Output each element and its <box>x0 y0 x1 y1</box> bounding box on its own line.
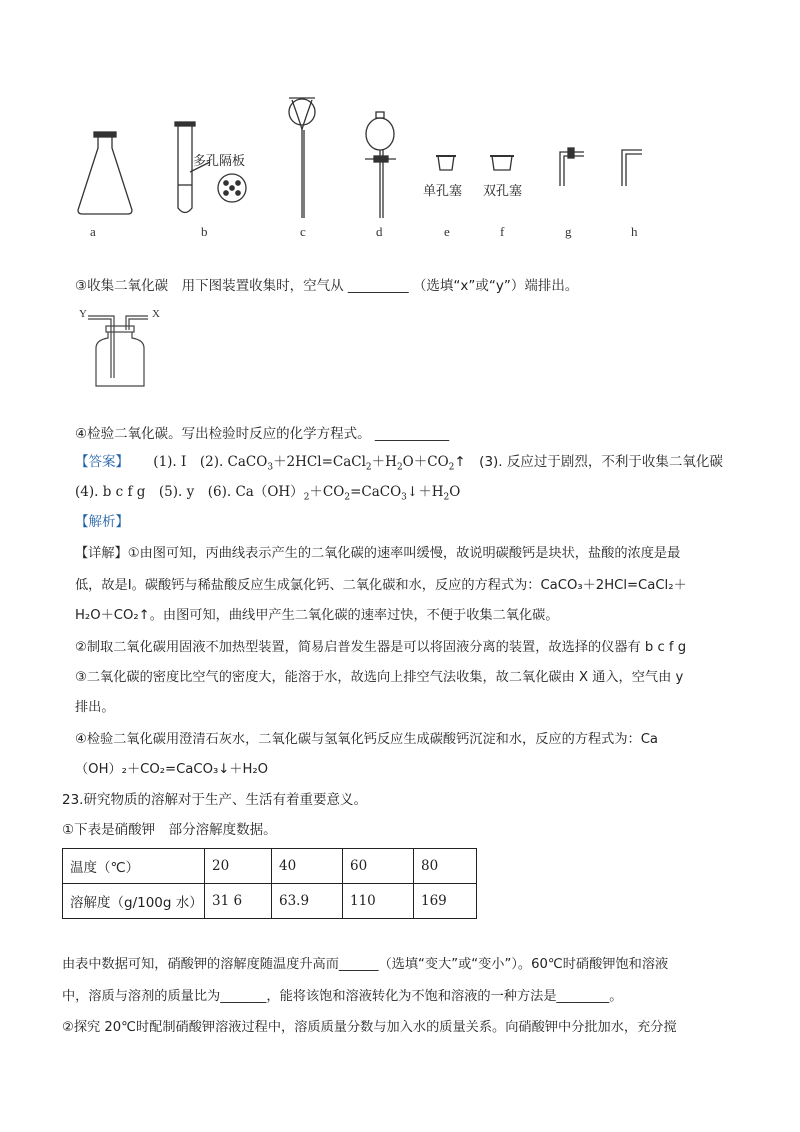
apparatus-label-b: b <box>201 224 208 239</box>
answer-sub-2h: 2 <box>443 492 450 503</box>
question-4-text: ④检验二氧化碳。写出检验时反应的化学方程式。 ___________ <box>75 426 450 442</box>
long-neck-funnel-drawing <box>289 98 315 218</box>
single-hole-stopper-label: 单孔塞 <box>423 184 463 199</box>
answer-line-1 <box>75 452 723 478</box>
analysis-p7: ④检验二氧化碳用澄清石灰水，二氧化碳与氢氧化钙反应生成碳酸钙沉淀和水，反应的方程式为：Ca <box>75 732 658 747</box>
answer-sub-1d: 2 <box>365 462 372 473</box>
table-row <box>63 884 477 919</box>
question-23-text-3: ②探究 20℃时配制硝酸钾溶液过程中，溶质质量分数与加入水的质量关系。向硝酸钾中分批加水，充分搅 <box>62 1020 677 1035</box>
right-angle-tube-drawing <box>622 150 642 186</box>
question-23-title: 23.研究物质的溶解对于生产、生活有着重要意义。 <box>62 792 367 808</box>
table-cell: 63.9 <box>272 884 343 919</box>
table-cell: 110 <box>343 884 414 919</box>
answer-sub-2d: 2 <box>344 492 351 503</box>
apparatus-label-e: e <box>444 224 450 239</box>
table-cell: 40 <box>272 849 343 884</box>
analysis-tag: 【解析】 <box>75 514 129 530</box>
table-cell: 60 <box>343 849 414 884</box>
question-23-text-2: 中，溶质与溶剂的质量比为_______，能将该饱和溶液转化为不饱和溶液的一种方法是________。 <box>62 989 623 1004</box>
solubility-table <box>62 848 477 919</box>
answer-sub-2b: 2 <box>303 492 310 503</box>
apparatus-label-g: g <box>565 224 572 239</box>
bent-glass-tube-drawing <box>560 148 584 186</box>
answer-text-2i: O <box>449 484 461 500</box>
answer-text-1g: O＋CO <box>402 454 449 470</box>
table-cell: 溶解度（g/100g 水） <box>63 884 205 919</box>
table-cell: 169 <box>414 884 477 919</box>
answer-text-1e: ＋H <box>371 454 397 470</box>
answer-text-1i: ↑ (3). 反应过于剧烈，不利于收集二氧化碳 <box>454 454 723 470</box>
question-23-intro: ①下表是硝酸钾 部分溶解度数据。 <box>62 822 277 838</box>
answer-tag: 【答案】 <box>75 454 129 470</box>
answer-text-1c: ＋2HCl=CaCl <box>273 454 366 470</box>
table-row <box>63 849 477 884</box>
apparatus-label-a: a <box>90 224 96 239</box>
answer-sub-2f: 3 <box>401 492 407 503</box>
answer-text-2g: ↓＋H <box>406 484 444 500</box>
analysis-p4: ②制取二氧化碳用固液不加热型装置，简易启普发生器是可以将固液分离的装置，故选择的仪器有 b c f g <box>75 640 687 655</box>
conical-flask-drawing <box>78 132 132 214</box>
gas-collection-bottle-drawing <box>86 308 156 390</box>
answer-text-2e: =CaCO <box>350 484 402 500</box>
table-cell: 20 <box>205 849 272 884</box>
answer-sub-1h: 2 <box>448 462 455 473</box>
perforated-plate-label: 多孔隔板 <box>193 154 246 169</box>
analysis-p6: 排出。 <box>75 700 115 715</box>
apparatus-label-h: h <box>631 224 638 239</box>
double-hole-stopper-label: 双孔塞 <box>483 184 523 199</box>
analysis-p1: 【详解】①由图可知，丙曲线表示产生的二氧化碳的速率叫缓慢，故说明碳酸钙是块状，盐酸的浓度是最 <box>75 546 681 561</box>
analysis-p8: （OH）₂＋CO₂=CaCO₃↓＋H₂O <box>75 762 269 777</box>
apparatus-label-d: d <box>376 224 383 239</box>
table-cell: 温度（℃） <box>63 849 205 884</box>
separatory-funnel-drawing <box>365 112 396 218</box>
question-23-text-1: 由表中数据可知，硝酸钾的溶解度随温度升高而______（选填“变大”或“变小”）。60℃时硝酸钾饱和溶液 <box>62 957 669 972</box>
double-hole-stopper-drawing <box>490 156 514 170</box>
bottle-x-label: X <box>152 308 160 320</box>
answer-line-2 <box>75 482 460 508</box>
analysis-p5: ③二氧化碳的密度比空气的密度大，能溶于水，故选向上排空气法收集，故二氧化碳由 X 通入，空气由 y <box>75 670 684 685</box>
answer-sub-1f: 2 <box>396 462 403 473</box>
apparatus-label-f: f <box>500 224 505 239</box>
question-3-text: ③收集二氧化碳 用下图装置收集时，空气从 _________ （选填“x”或“y”）端排出。 <box>75 278 579 294</box>
table-cell: 80 <box>414 849 477 884</box>
apparatus-label-c: c <box>300 224 306 239</box>
bottle-y-label: Y <box>79 308 87 320</box>
answer-text-2c: ＋CO <box>309 484 345 500</box>
analysis-p3: H₂O＋CO₂↑。由图可知，曲线甲产生二氧化碳的速率过快，不便于收集二氧化碳。 <box>75 608 559 623</box>
table-cell: 31 6 <box>205 884 272 919</box>
apparatus-drawings <box>60 90 700 225</box>
answer-text-1a: (1). Ⅰ (2). CaCO <box>153 454 268 470</box>
answer-text-2a: (4). b c f g (5). y (6). Ca（OH） <box>75 484 304 500</box>
single-hole-stopper-drawing <box>436 156 456 170</box>
answer-sub-1b: 3 <box>267 462 274 473</box>
analysis-p2: 低，故是Ⅰ。碳酸钙与稀盐酸反应生成氯化钙、二氧化碳和水，反应的方程式为：CaCO₃＋2HCl=CaCl₂＋ <box>75 578 687 593</box>
